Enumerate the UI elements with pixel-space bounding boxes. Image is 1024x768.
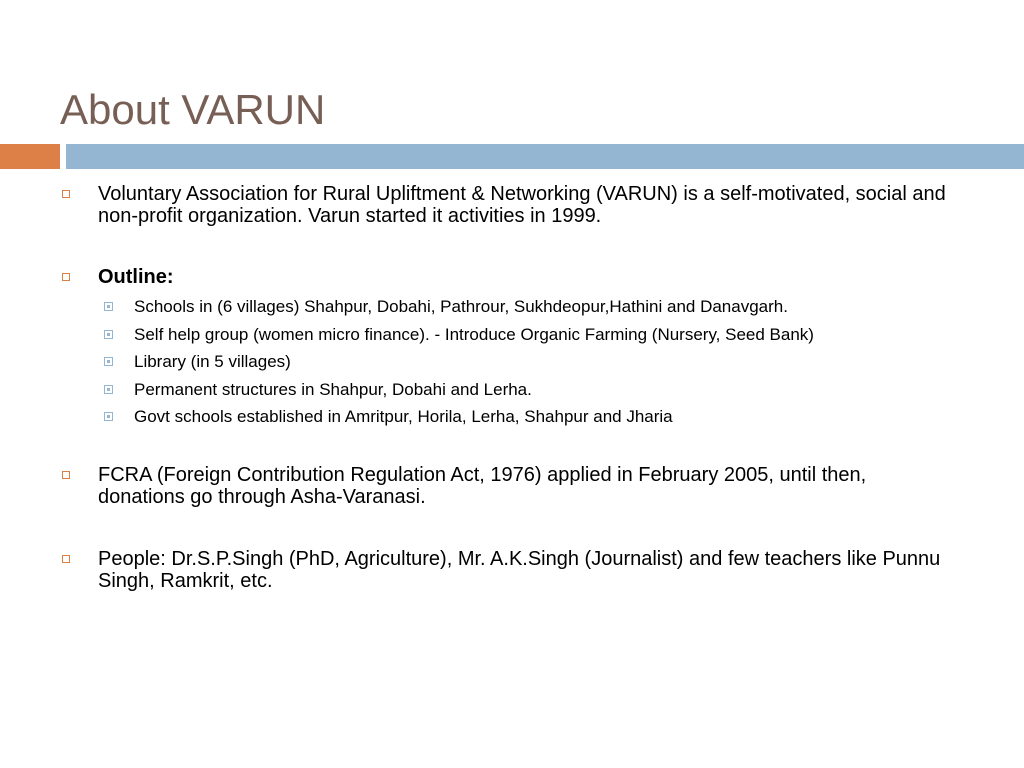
slide-title: About VARUN (60, 86, 326, 133)
square-sub-bullet-icon (104, 412, 113, 421)
bullet-text: People: Dr.S.P.Singh (PhD, Agriculture), Mr. A.K.Singh (Journalist) and few teachers like Punnu Singh, Ramkrit, etc. (98, 548, 941, 592)
square-sub-bullet-icon (104, 302, 113, 311)
list-item-text: Schools in (6 villages) Shahpur, Dobahi, Pathrour, Sukhdeopur,Hathini and Danavgarh. (134, 297, 788, 316)
square-bullet-icon (62, 190, 70, 198)
square-bullet-icon (62, 471, 70, 479)
list-item-text: Library (in 5 villages) (134, 352, 291, 371)
bullet-text: FCRA (Foreign Contribution Regulation Act, 1976) applied in February 2005, until then, donations go through Asha-Varanasi. (98, 464, 867, 508)
square-bullet-icon (62, 273, 70, 281)
square-sub-bullet-icon (104, 357, 113, 366)
list-item (104, 351, 1004, 379)
outline-sub-list (104, 296, 1004, 434)
bullet-text: Voluntary Association for Rural Upliftment & Networking (VARUN) is a self-motivated, social and non-profit organization. Varun started it activities in 1999. (98, 183, 946, 227)
bullet-heading: Outline: (98, 266, 174, 288)
square-bullet-icon (62, 555, 70, 563)
list-item-text: Permanent structures in Shahpur, Dobahi and Lerha. (134, 379, 532, 399)
list-item-text: Self help group (women micro finance). - Introduce Organic Farming (Nursery, Seed Bank) (134, 324, 814, 344)
square-sub-bullet-icon (104, 330, 113, 339)
list-item (104, 379, 1004, 407)
list-item (104, 296, 1004, 324)
list-item-text: Govt schools established in Amritpur, Horila, Lerha, Shahpur and Jharia (134, 407, 673, 426)
square-sub-bullet-icon (104, 385, 113, 394)
list-item (104, 406, 1004, 434)
list-item (104, 324, 1004, 352)
